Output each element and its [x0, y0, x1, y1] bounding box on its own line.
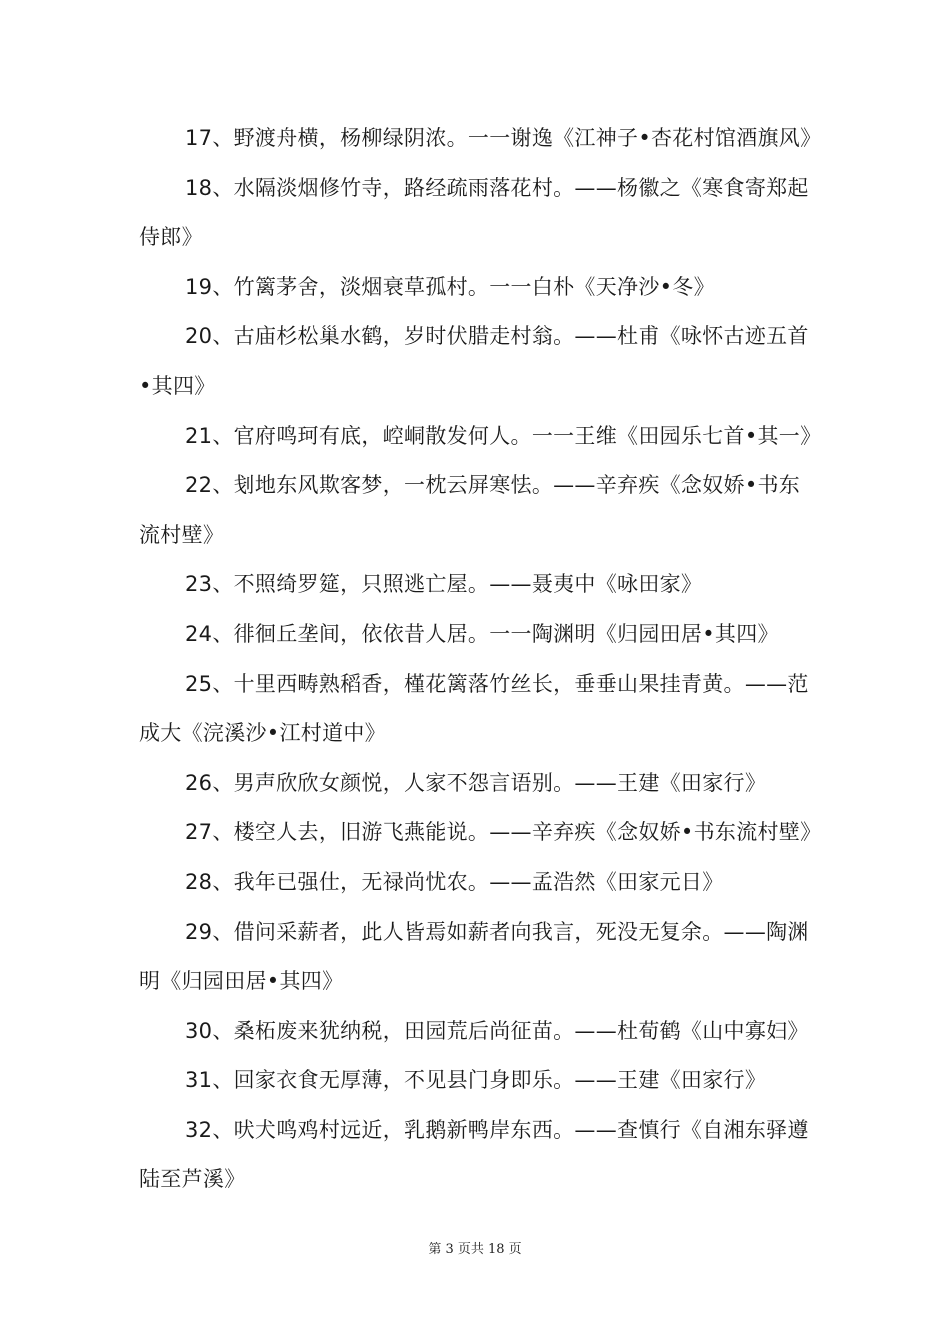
quote-paragraph-25: 25、十里西畴熟稻香，槿花篱落竹丝长，垂垂山果挂青黄。——范成大《浣溪沙•江村道中》: [139, 671, 809, 746]
quote-paragraph-17: 17、野渡舟横，杨柳绿阴浓。一一谢逸《江神子•杏花村馆酒旗风》: [185, 126, 822, 150]
quote-paragraph-29: 29、借问采薪者，此人皆焉如薪者向我言，死没无复余。——陶渊明《归园田居•其四》: [139, 919, 809, 994]
quote-paragraph-32: 32、吠犬鸣鸡村远近，乳鹅新鸭岸东西。——查慎行《自湘东驿遵陆至芦溪》: [139, 1117, 809, 1192]
quote-paragraph-27: 27、楼空人去，旧游飞燕能说。——辛弃疾《念奴娇•书东流村壁》: [185, 820, 822, 845]
quote-paragraph-28: 28、我年已强仕，无禄尚忧农。——孟浩然《田家元日》: [185, 869, 724, 894]
page-number-footer: 第 3 页共 18 页: [428, 1242, 522, 1257]
quote-paragraph-24: 24、徘徊丘垄间，依依昔人居。一一陶渊明《归园田居•其四》: [185, 621, 779, 646]
quote-paragraph-26: 26、男声欣欣女颜悦，人家不怨言语别。——王建《田家行》: [185, 770, 767, 795]
quote-paragraph-30: 30、桑柘废来犹纳税，田园荒后尚征苗。——杜荀鹤《山中寡妇》: [185, 1018, 809, 1043]
poem-quote-list: [139, 114, 822, 1205]
quote-paragraph-22: 22、刬地东风欺客梦，一枕云屏寒怯。——辛弃疾《念奴娇•书东流村壁》: [139, 473, 801, 547]
quote-paragraph-23: 23、不照绮罗筵，只照逃亡屋。——聂夷中《咏田家》: [185, 572, 703, 597]
quote-paragraph-31: 31、回家衣食无厚薄，不见县门身即乐。——王建《田家行》: [185, 1068, 767, 1093]
quote-paragraph-18: 18、水隔淡烟修竹寺，路经疏雨落花村。——杨徽之《寒食寄郑起侍郎》: [139, 175, 809, 250]
quote-paragraph-20: 20、古庙杉松巢水鹤，岁时伏腊走村翁。——杜甫《咏怀古迹五首•其四》: [139, 324, 809, 398]
quote-paragraph-19: 19、竹篱茅舍，淡烟衰草孤村。一一白朴《天净沙•冬》: [185, 274, 715, 299]
quote-paragraph-21: 21、官府鸣珂有底，崆峒散发何人。一一王维《田园乐七首•其一》: [185, 423, 822, 448]
